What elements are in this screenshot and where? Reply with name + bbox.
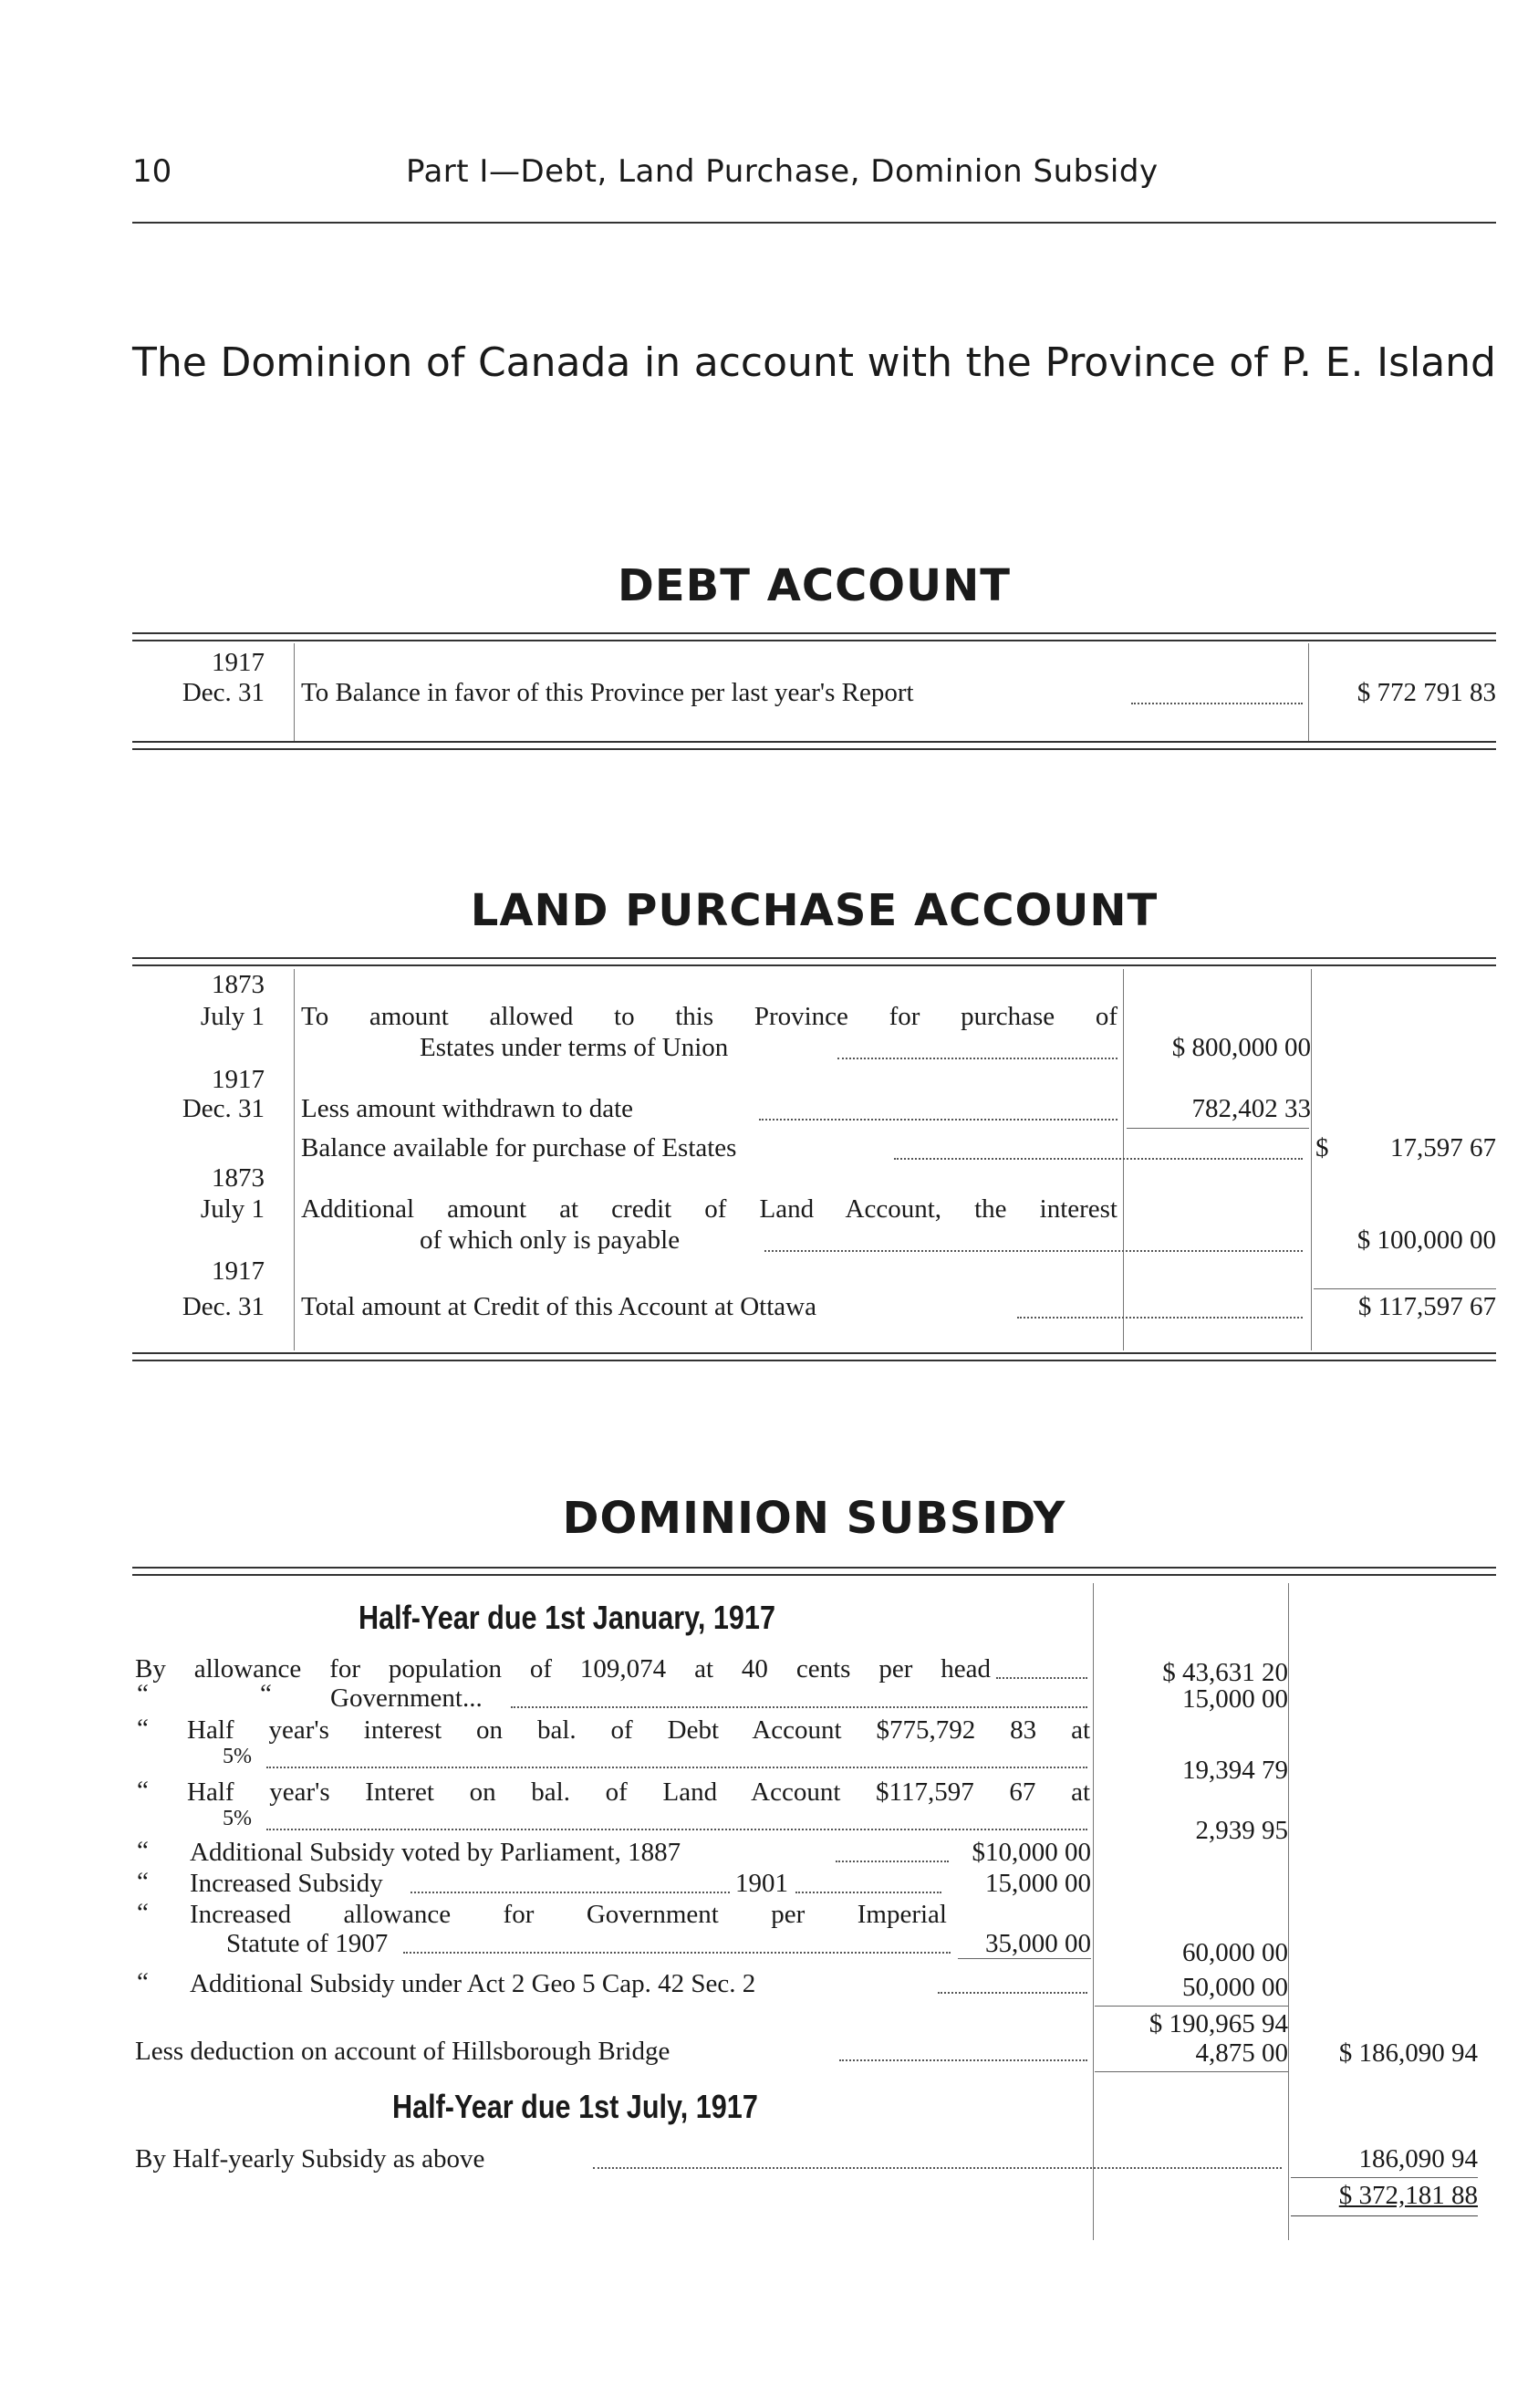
subsidy-l2-amount: 15,000 00: [1182, 1684, 1288, 1714]
subsidy-l2-ditto1: “: [137, 1679, 149, 1708]
grand-total-double-underline: [1291, 2215, 1478, 2216]
subsidy-l4-amount: 2,939 95: [1195, 1816, 1288, 1845]
land-r5-text: Total amount at Credit of this Account at Ottawa: [301, 1292, 816, 1321]
land-r4-date: July 1: [200, 1194, 265, 1224]
subsidy-l7-leader: [403, 1952, 951, 1954]
subsidy-l2-ditto2: “: [260, 1679, 272, 1708]
land-r1-date: July 1: [200, 1002, 265, 1031]
subsidy-l4-ditto: “: [137, 1776, 149, 1805]
land-r2-text: Less amount withdrawn to date: [301, 1094, 634, 1123]
land-r5-year: 1917: [212, 1256, 265, 1286]
subsidy-col1-divider: [1093, 1583, 1094, 2240]
land-r2-date: Dec. 31: [182, 1094, 265, 1123]
subsidy-l6-text: Increased Subsidy: [190, 1869, 383, 1898]
subsidy-l8-leader: [938, 1992, 1087, 1994]
subsidy-l1-leader: [996, 1677, 1087, 1679]
land-r5-amount: $ 117,597 67: [1357, 1292, 1496, 1321]
half2-leader: [593, 2167, 1282, 2169]
debt-leader: [1131, 703, 1303, 704]
subsidy-l8-underline: [1095, 2006, 1288, 2007]
subsidy-l6-leader: [411, 1892, 730, 1893]
land-r1-amount: $ 800,000 00: [1171, 1033, 1311, 1062]
subsidy-l7-amount: 35,000 00: [985, 1929, 1091, 1958]
debt-date: Dec. 31: [182, 678, 265, 707]
land-r4-leader: [764, 1250, 1303, 1252]
half2-amount: 186,090 94: [1358, 2144, 1478, 2173]
subsidy-l1-amount: $ 43,631 20: [1162, 1658, 1288, 1687]
subsidy-l3-leader: [266, 1767, 1087, 1768]
subsidy-l8-ditto: “: [137, 1967, 149, 1996]
debt-account-title: DEBT ACCOUNT: [618, 560, 1011, 611]
land-r4-amount: $ 100,000 00: [1356, 1225, 1496, 1255]
land-r3-text: Balance available for purchase of Estates: [301, 1133, 737, 1162]
subsidy-l4-rate: 5%: [223, 1807, 252, 1830]
subsidy-top-rule: [132, 1567, 1496, 1576]
subsidy-l3-text: Half year's interest on bal. of Debt Account $775,792 83 at: [187, 1715, 1090, 1745]
land-r2-amount: 782,402 33: [1191, 1094, 1311, 1123]
running-title: Part I—Debt, Land Purchase, Dominion Subsidy: [406, 153, 1159, 190]
subsidy-l2-text: Government...: [330, 1684, 483, 1713]
land-purchase-title: LAND PURCHASE ACCOUNT: [470, 885, 1159, 936]
land-r2-underline: [1127, 1128, 1309, 1129]
land-r3-dollar: $: [1315, 1133, 1329, 1162]
land-r5-leader: [1017, 1317, 1303, 1319]
debt-col-divider: [294, 643, 295, 742]
page-number: 10: [132, 153, 172, 190]
document-heading: The Dominion of Canada in account with the Province of P. E. Island: [132, 339, 1496, 386]
debt-year: 1917: [212, 648, 265, 677]
land-r4-line1: Additional amount at credit of Land Account, the interest: [301, 1194, 1117, 1224]
debt-bottom-rule: [132, 741, 1496, 750]
land-r2-year: 1917: [212, 1065, 265, 1094]
subsidy-l1-text: By allowance for population of 109,074 at 40 cents per head: [135, 1654, 991, 1684]
half2-text: By Half-yearly Subsidy as above: [135, 2144, 485, 2173]
subsidy-l8-amount: 50,000 00: [1182, 1973, 1288, 2002]
subsidy-l6-year: 1901: [735, 1869, 788, 1898]
subsidy-l4-text: Half year's Interet on bal. of Land Account $117,597 67 at: [187, 1777, 1090, 1807]
dominion-subsidy-title: DOMINION SUBSIDY: [562, 1493, 1066, 1544]
land-r3-amount: 17,597 67: [1390, 1133, 1496, 1162]
debt-top-rule: [132, 632, 1496, 641]
land-col-divider: [294, 969, 295, 1350]
subsidy-l7-ditto: “: [137, 1898, 149, 1927]
subsidy-col2-divider: [1288, 1583, 1289, 2240]
half2-title: Half-Year due 1st July, 1917: [392, 2088, 758, 2125]
subsidy-less-leader: [839, 2059, 1087, 2061]
subsidy-grand-total: $ 372,181 88: [1338, 2181, 1478, 2210]
land-col1-divider: [1123, 969, 1124, 1350]
land-r4-line2: of which only is payable: [420, 1225, 681, 1255]
subsidy-l8-text: Additional Subsidy under Act 2 Geo 5 Cap. 42 Sec. 2: [190, 1969, 756, 1998]
land-r4-year: 1873: [212, 1163, 265, 1193]
subsidy-l7-underline: [958, 1958, 1091, 1959]
subsidy-half1-total: $ 186,090 94: [1338, 2038, 1478, 2068]
subsidy-subtotal: $ 190,965 94: [1149, 2009, 1288, 2038]
land-top-rule: [132, 957, 1496, 966]
subsidy-less-amount: 4,875 00: [1195, 2038, 1288, 2068]
subsidy-l5-amount: $10,000 00: [972, 1838, 1091, 1867]
subsidy-l6-ditto: “: [137, 1867, 149, 1896]
debt-amount: $ 772 791 83: [1356, 678, 1496, 707]
half2-underline: [1291, 2177, 1478, 2178]
subsidy-less-underline: [1095, 2071, 1288, 2072]
subsidy-l6-amount: 15,000 00: [985, 1869, 1091, 1898]
land-r5-overline: [1314, 1288, 1496, 1289]
land-r5-date: Dec. 31: [182, 1292, 265, 1321]
subsidy-l5-text: Additional Subsidy voted by Parliament, 1887: [190, 1838, 681, 1867]
subsidy-l2-leader: [511, 1706, 1087, 1708]
land-r1-year: 1873: [212, 970, 265, 999]
subsidy-l7-text: Increased allowance for Government per Imperial: [190, 1900, 947, 1929]
subsidy-l7-statute: Statute of 1907: [226, 1929, 389, 1958]
land-r1-leader: [837, 1058, 1117, 1059]
land-col2-divider: [1311, 969, 1312, 1350]
land-bottom-rule: [132, 1352, 1496, 1361]
debt-amt-divider: [1308, 643, 1309, 742]
land-r1-line1: To amount allowed to this Province for purchase of: [301, 1002, 1117, 1031]
land-r3-leader: [894, 1158, 1303, 1160]
subsidy-l3-ditto: “: [137, 1714, 149, 1743]
subsidy-less-text: Less deduction on account of Hillsborough Bridge: [135, 2037, 670, 2066]
header-rule: [132, 222, 1496, 224]
subsidy-l4-leader: [266, 1829, 1087, 1830]
subsidy-l5-ditto: “: [137, 1836, 149, 1865]
subsidy-l7-total: 60,000 00: [1182, 1938, 1288, 1967]
subsidy-l3-rate: 5%: [223, 1745, 252, 1768]
land-r2-leader: [759, 1119, 1117, 1121]
subsidy-l3-amount: 19,394 79: [1182, 1756, 1288, 1785]
debt-description: To Balance in favor of this Province per last year's Report: [301, 678, 914, 707]
half1-title: Half-Year due 1st January, 1917: [359, 1599, 775, 1636]
land-r1-line2: Estates under terms of Union: [420, 1033, 729, 1062]
